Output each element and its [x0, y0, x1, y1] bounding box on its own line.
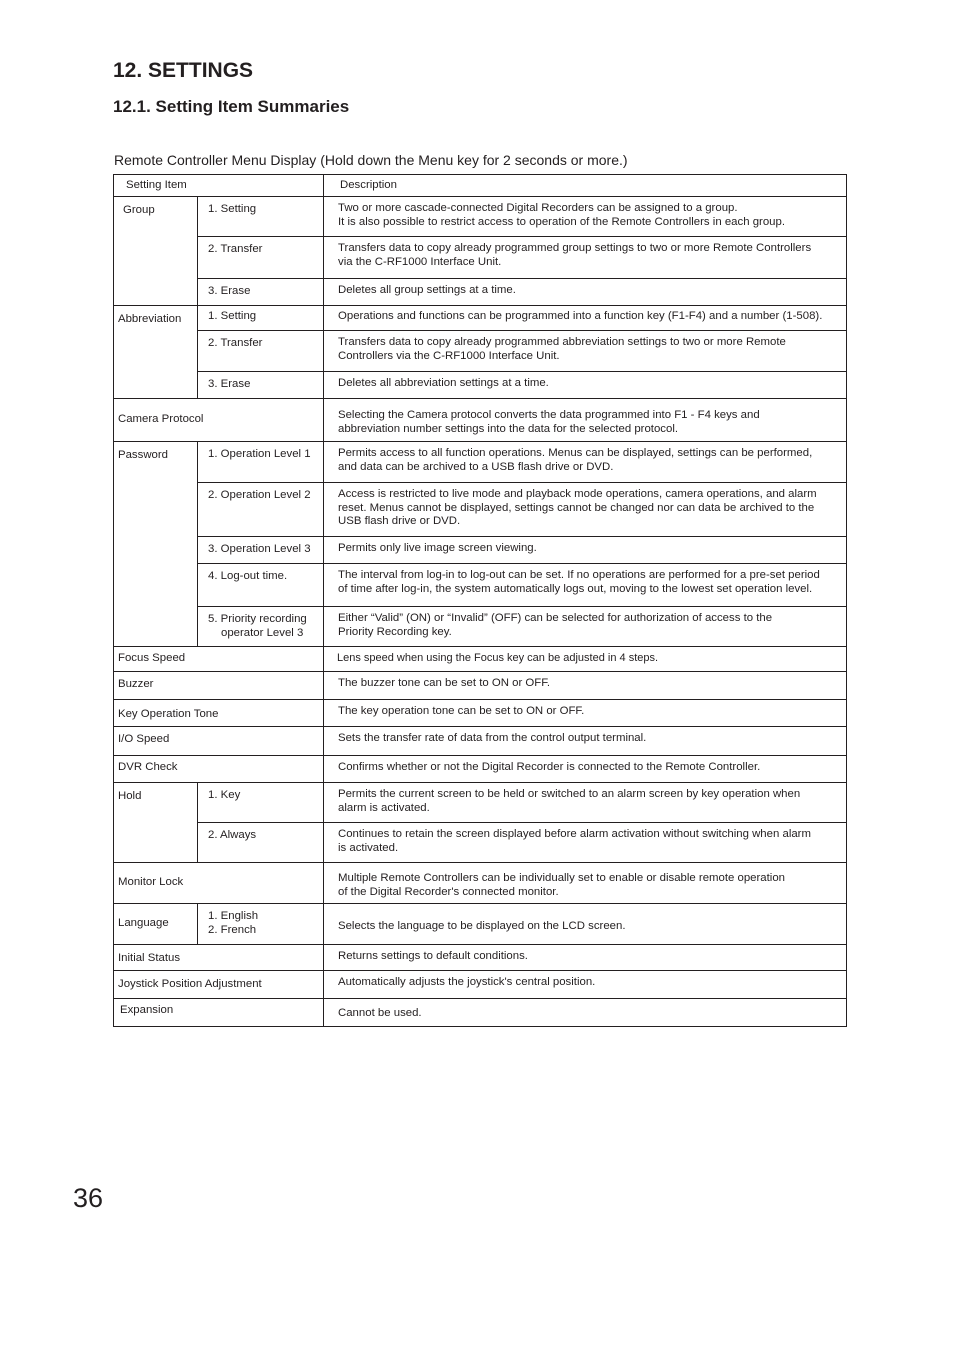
- description-line: Permits access to all function operations. Menus can be displayed, settings can be performed,: [338, 447, 813, 459]
- row-label-abbreviation: Abbreviation: [114, 306, 198, 399]
- sub-item-label: [198, 904, 324, 945]
- table-row: [114, 783, 847, 823]
- description-line: Transfers data to copy already programmed group settings to two or more Remote Controllers: [338, 242, 812, 254]
- description-cell: Permits only live image screen viewing.: [324, 537, 847, 564]
- table-row: [114, 756, 847, 783]
- sub-item-line: operator Level 3: [221, 626, 304, 639]
- description-cell: [324, 399, 847, 442]
- description-cell: Operations and functions can be programmed into a function key (F1-F4) and a number (1-508).: [324, 306, 847, 331]
- row-label-focus-speed: Focus Speed: [114, 647, 324, 672]
- table-row: [114, 197, 847, 237]
- table-row: [114, 237, 847, 279]
- row-label-hold: Hold: [114, 783, 198, 863]
- description-cell: [324, 237, 847, 279]
- table-row: [114, 971, 847, 999]
- section-heading: 12.1. Setting Item Summaries: [113, 97, 350, 116]
- description-cell: Deletes all abbreviation settings at a time.: [324, 372, 847, 399]
- sub-item-line: 2. French: [208, 924, 257, 936]
- row-label-group: Group: [114, 197, 198, 306]
- description-cell: [324, 783, 847, 823]
- row-label-camera-protocol: Camera Protocol: [114, 399, 324, 442]
- description-line: alarm is activated.: [338, 801, 430, 814]
- table-row: [114, 483, 847, 537]
- description-cell: Lens speed when using the Focus key can be adjusted in 4 steps.: [324, 647, 847, 672]
- sub-item-label: 1. Key: [198, 783, 324, 823]
- header-setting-item: Setting Item: [114, 175, 324, 197]
- description-line: Either “Valid” (ON) or “Invalid” (OFF) can be selected for authorization of access to the: [338, 612, 773, 624]
- table-row: [114, 564, 847, 607]
- table-row: [114, 537, 847, 564]
- description-line: of time after log-in, the system automatically logs out, moving to the lowest set operation level.: [338, 582, 813, 595]
- table-row: [114, 372, 847, 399]
- settings-table: [113, 174, 847, 1027]
- table-row: [114, 945, 847, 971]
- description-line: abbreviation number settings into the data for the selected protocol.: [338, 422, 679, 435]
- description-cell: [324, 197, 847, 237]
- row-label-password: Password: [114, 442, 198, 647]
- sub-item-label: 3. Operation Level 3: [198, 537, 324, 564]
- table-header-row: [114, 175, 847, 197]
- description-cell: The buzzer tone can be set to ON or OFF.: [324, 672, 847, 700]
- description-line: Permits the current screen to be held or switched to an alarm screen by key operation when: [338, 788, 801, 800]
- description-line: Controllers via the C-RF1000 Interface Unit.: [338, 349, 560, 362]
- description-cell: [324, 483, 847, 537]
- row-label-buzzer: Buzzer: [114, 672, 324, 700]
- table-intro: Remote Controller Menu Display (Hold down the Menu key for 2 seconds or more.): [114, 152, 628, 168]
- row-label-joystick-position-adjustment: Joystick Position Adjustment: [114, 971, 324, 999]
- table-row: [114, 331, 847, 372]
- sub-item-label: 2. Transfer: [198, 331, 324, 372]
- description-line: reset. Menus cannot be displayed, settings cannot be changed nor can data be archived to the: [338, 501, 815, 514]
- description-cell: [324, 442, 847, 483]
- sub-item-label: 3. Erase: [198, 279, 324, 306]
- description-line: The interval from log-in to log-out can be set. If no operations are performed for a pre-set period: [338, 569, 820, 581]
- sub-item-label: 2. Transfer: [198, 237, 324, 279]
- table-row: [114, 279, 847, 306]
- description-cell: Deletes all group settings at a time.: [324, 279, 847, 306]
- row-label-key-operation-tone: Key Operation Tone: [114, 700, 324, 727]
- description-cell: Selects the language to be displayed on the LCD screen.: [324, 904, 847, 945]
- description-cell: [324, 331, 847, 372]
- description-line: Continues to retain the screen displayed before alarm activation without switching when alarm: [338, 828, 811, 840]
- table-row: [114, 727, 847, 756]
- sub-item-label: 2. Always: [198, 823, 324, 863]
- sub-item-line: 5. Priority recording: [208, 613, 307, 625]
- table-row: [114, 306, 847, 331]
- row-label-initial-status: Initial Status: [114, 945, 324, 971]
- table-row: [114, 904, 847, 945]
- description-cell: Sets the transfer rate of data from the control output terminal.: [324, 727, 847, 756]
- row-label-monitor-lock: Monitor Lock: [114, 863, 324, 904]
- sub-item-label: 4. Log-out time.: [198, 564, 324, 607]
- description-cell: Cannot be used.: [324, 999, 847, 1027]
- sub-item-label: 1. Setting: [198, 197, 324, 237]
- row-label-expansion: Expansion: [114, 999, 324, 1027]
- description-line: Priority Recording key.: [338, 625, 452, 638]
- description-cell: [324, 564, 847, 607]
- description-line: Transfers data to copy already programmed abbreviation settings to two or more Remote: [338, 336, 786, 348]
- description-cell: Automatically adjusts the joystick's central position.: [324, 971, 847, 999]
- description-line: of the Digital Recorder's connected monitor.: [338, 885, 559, 898]
- page-heading: 12. SETTINGS: [113, 59, 254, 82]
- sub-item-line: 1. English: [208, 910, 259, 923]
- description-line: is activated.: [338, 841, 399, 854]
- sub-item-label: 1. Operation Level 1: [198, 442, 324, 483]
- table-row: [114, 672, 847, 700]
- row-label-io-speed: I/O Speed: [114, 727, 324, 756]
- sub-item-label: [198, 607, 324, 647]
- table-row: [114, 647, 847, 672]
- table-row: [114, 607, 847, 647]
- page-number: 36: [73, 1183, 104, 1213]
- description-line: USB flash drive or DVD.: [338, 515, 461, 528]
- description-line: via the C-RF1000 Interface Unit.: [338, 255, 502, 268]
- table-row: [114, 399, 847, 442]
- description-cell: Confirms whether or not the Digital Recorder is connected to the Remote Controller.: [324, 756, 847, 783]
- description-cell: The key operation tone can be set to ON or OFF.: [324, 700, 847, 727]
- description-line: Access is restricted to live mode and playback mode operations, camera operations, and alarm: [338, 488, 817, 500]
- description-line: Two or more cascade-connected Digital Recorders can be assigned to a group.: [338, 202, 738, 214]
- sub-item-label: 3. Erase: [198, 372, 324, 399]
- sub-item-label: 2. Operation Level 2: [198, 483, 324, 537]
- description-line: Multiple Remote Controllers can be individually set to enable or disable remote operation: [338, 871, 786, 884]
- description-line: Selecting the Camera protocol converts the data programmed into F1 - F4 keys and: [338, 408, 760, 421]
- table-row: [114, 823, 847, 863]
- sub-item-label: 1. Setting: [198, 306, 324, 331]
- description-cell: [324, 863, 847, 904]
- description-line: and data can be archived to a USB flash drive or DVD.: [338, 460, 614, 473]
- description-cell: [324, 607, 847, 647]
- table-row: [114, 442, 847, 483]
- description-cell: [324, 823, 847, 863]
- table-row: [114, 863, 847, 904]
- description-line: It is also possible to restrict access to operation of the Remote Controllers in each group.: [338, 215, 785, 228]
- row-label-language: Language: [114, 904, 198, 945]
- header-description: Description: [324, 175, 847, 197]
- table-row: [114, 999, 847, 1027]
- description-cell: Returns settings to default conditions.: [324, 945, 847, 971]
- row-label-dvr-check: DVR Check: [114, 756, 324, 783]
- table-row: [114, 700, 847, 727]
